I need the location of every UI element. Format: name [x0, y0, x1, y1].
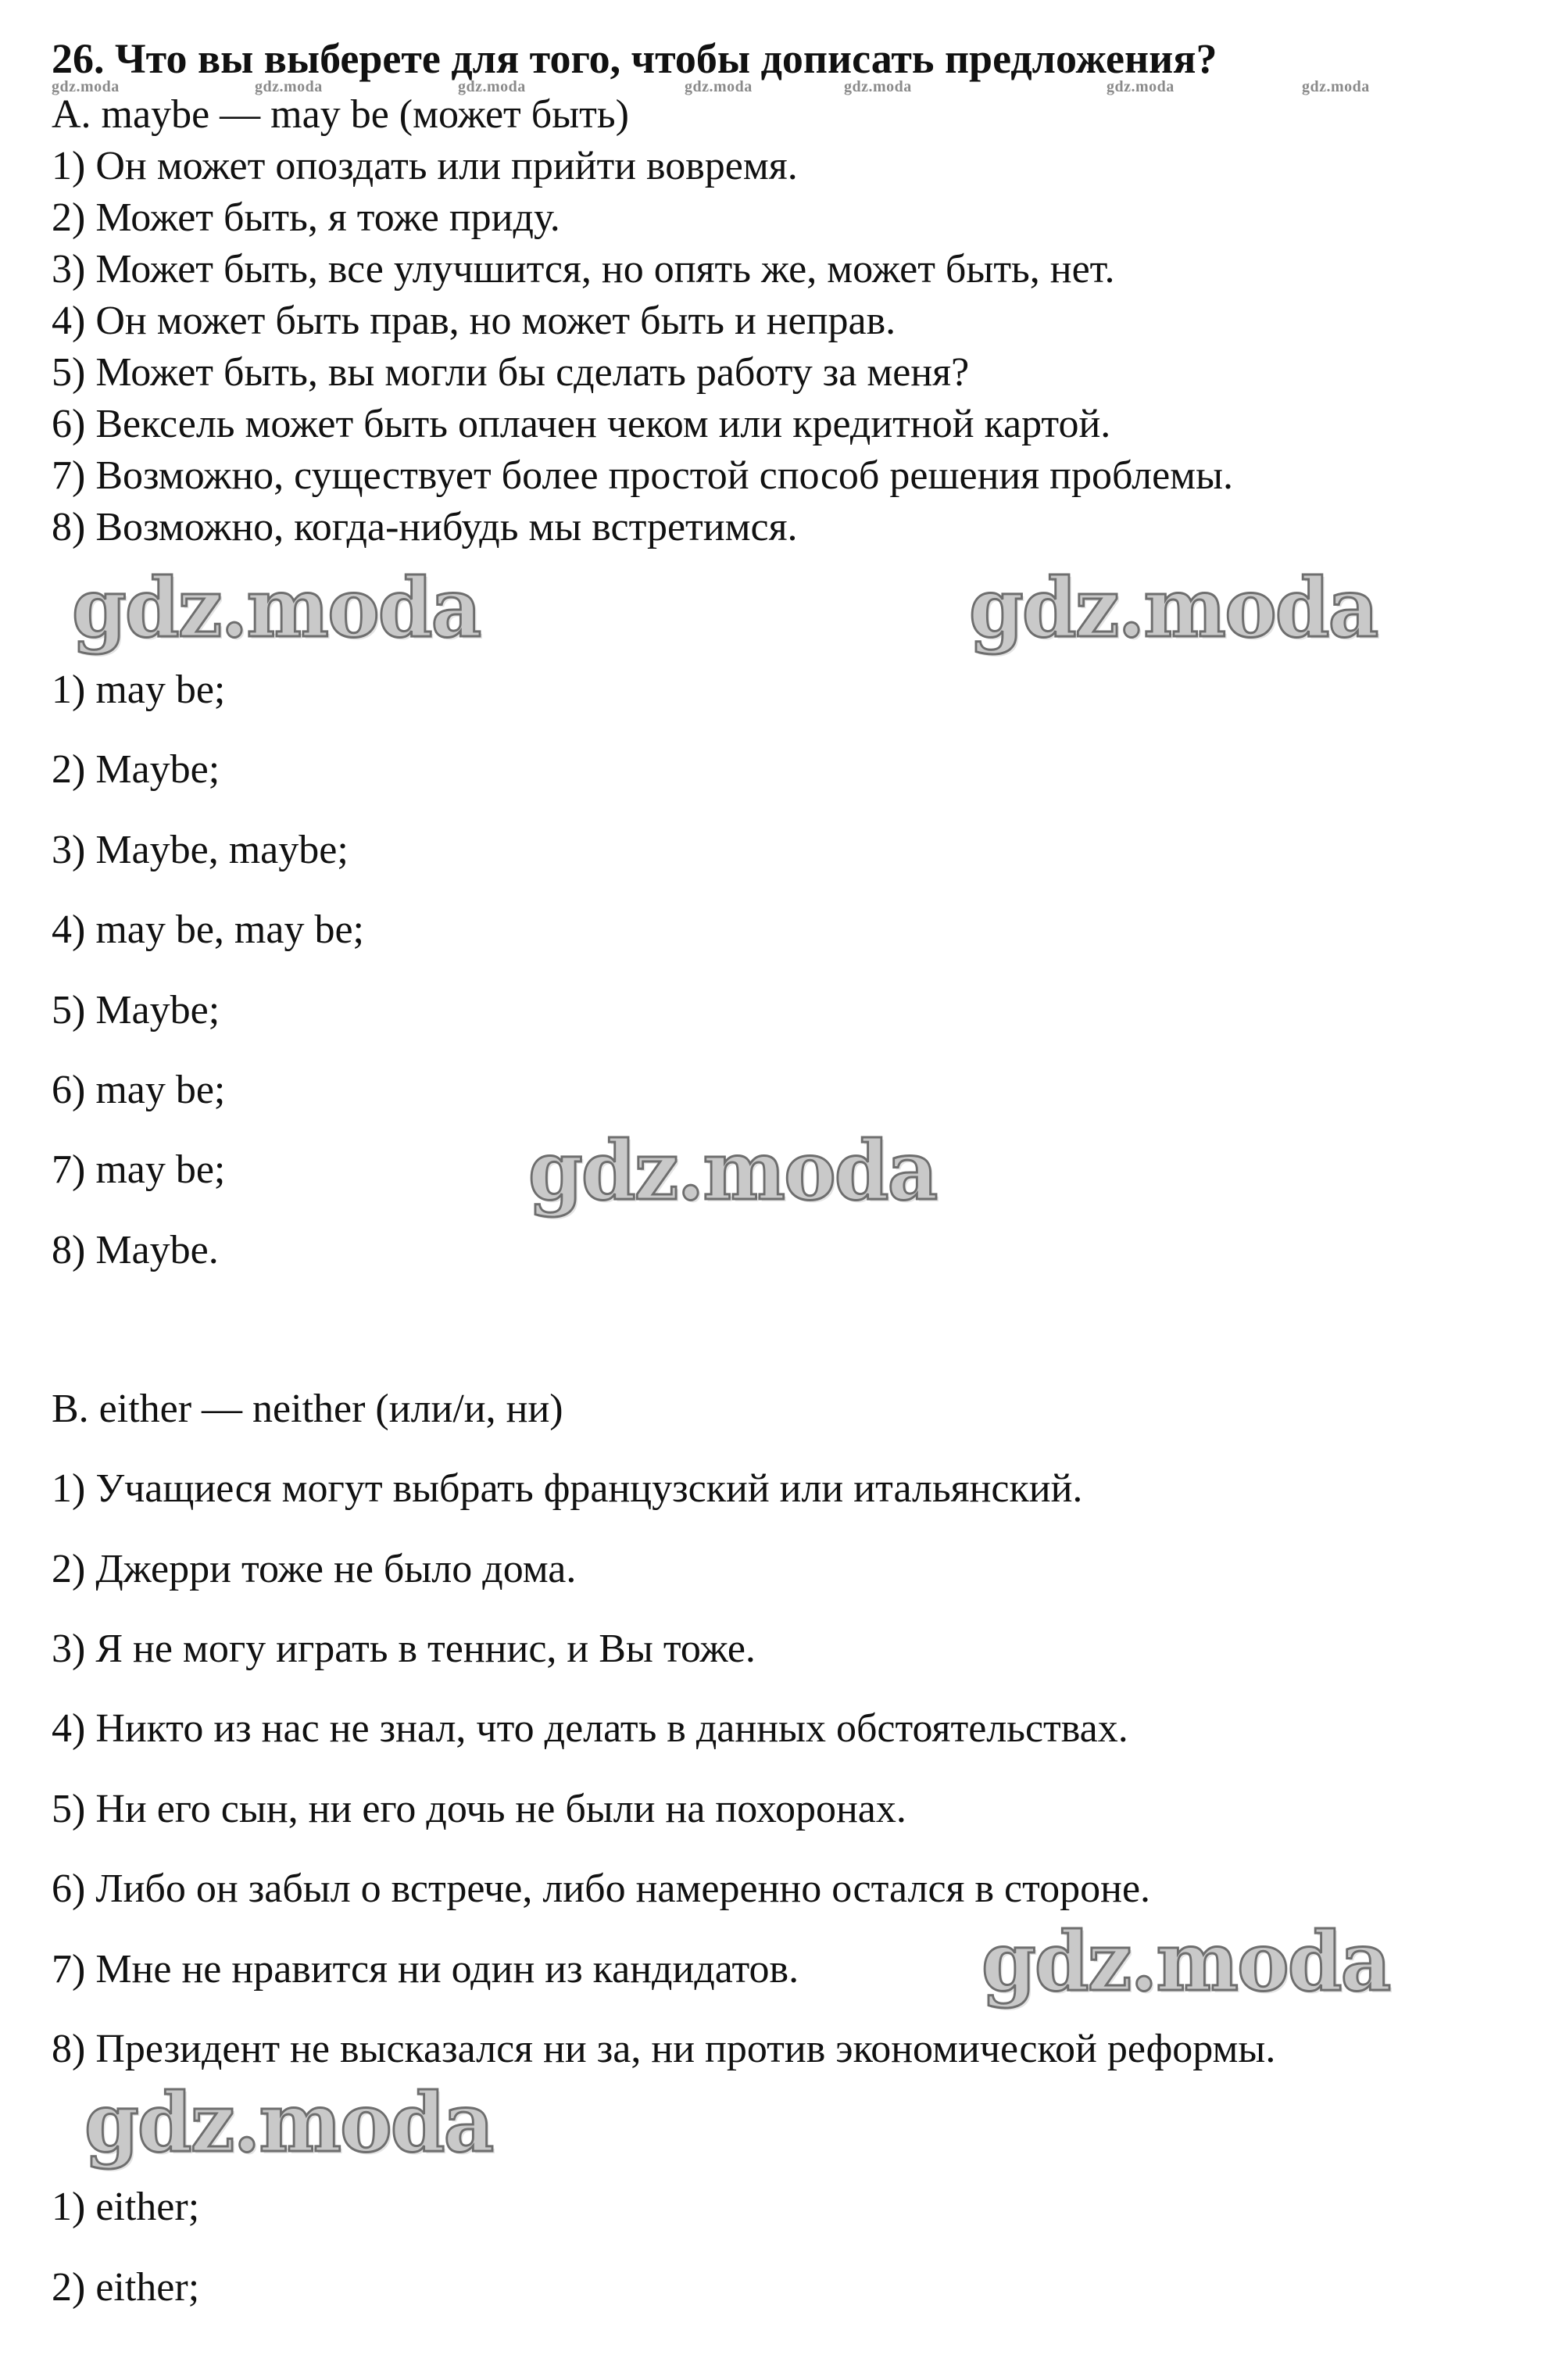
section-a-answer: 3) Maybe, maybe;: [52, 828, 349, 872]
section-a-answer: 8) Maybe.: [52, 1228, 219, 1272]
section-a-answer: 4) may be, may be;: [52, 907, 364, 952]
watermark-logo: gdz.moda: [969, 560, 1378, 656]
section-a-answer: 5) Maybe;: [52, 988, 220, 1033]
section-b-heading: B. either — neither (или/и, ни): [52, 1387, 563, 1431]
section-a-sentence: 4) Он может быть прав, но может быть и неправ.: [52, 299, 896, 343]
section-a-sentence: 7) Возможно, существует более простой способ решения проблемы.: [52, 453, 1234, 498]
section-a-sentence: 6) Вексель может быть оплачен чеком или кредитной картой.: [52, 402, 1111, 446]
section-a-sentence: 2) Может быть, я тоже приду.: [52, 195, 560, 240]
section-b-sentence: 7) Мне не нравится ни один из кандидатов.: [52, 1947, 799, 1992]
section-a-answer: 7) may be;: [52, 1147, 226, 1192]
section-b-sentence: 1) Учащиеся могут выбрать французский или итальянский.: [52, 1466, 1083, 1511]
watermark-small: gdz.moda: [844, 78, 912, 95]
section-b-sentence: 8) Президент не высказался ни за, ни против экономической реформы.: [52, 2027, 1276, 2071]
section-a-answer: 2) Maybe;: [52, 747, 220, 792]
watermark-logo: gdz.moda: [528, 1122, 937, 1219]
watermark-small: gdz.moda: [255, 78, 323, 95]
watermark-logo: gdz.moda: [981, 1913, 1390, 2010]
section-a-answer: 6) may be;: [52, 1068, 226, 1112]
section-a-heading: A. maybe — may be (может быть): [52, 92, 629, 137]
section-b-sentence: 5) Ни его сын, ни его дочь не были на похоронах.: [52, 1787, 906, 1831]
section-a-sentence: 8) Возможно, когда-нибудь мы встретимся.: [52, 505, 798, 549]
watermark-logo: gdz.moda: [72, 560, 481, 656]
section-b-answer: 1) either;: [52, 2185, 200, 2229]
watermark-small: gdz.moda: [458, 78, 526, 95]
watermark-small: gdz.moda: [1302, 78, 1370, 95]
watermark-logo: gdz.moda: [84, 2074, 493, 2171]
section-a-sentence: 1) Он может опоздать или прийти вовремя.: [52, 144, 798, 188]
section-a-sentence: 3) Может быть, все улучшится, но опять же, может быть, нет.: [52, 247, 1115, 292]
exercise-title: 26. Что вы выберете для того, чтобы дописать предложения?: [52, 35, 1217, 82]
section-b-sentence: 6) Либо он забыл о встрече, либо намеренно остался в стороне.: [52, 1866, 1151, 1911]
section-b-sentence: 3) Я не могу играть в теннис, и Вы тоже.: [52, 1627, 756, 1671]
section-a-sentence: 5) Может быть, вы могли бы сделать работу за меня?: [52, 350, 970, 395]
section-b-sentence: 2) Джерри тоже не было дома.: [52, 1547, 577, 1591]
watermark-small: gdz.moda: [1107, 78, 1175, 95]
section-b-sentence: 4) Никто из нас не знал, что делать в данных обстоятельствах.: [52, 1706, 1128, 1751]
section-b-answer: 2) either;: [52, 2265, 200, 2310]
watermark-small: gdz.moda: [685, 78, 753, 95]
section-a-answer: 1) may be;: [52, 667, 226, 712]
watermark-small: gdz.moda: [52, 78, 120, 95]
